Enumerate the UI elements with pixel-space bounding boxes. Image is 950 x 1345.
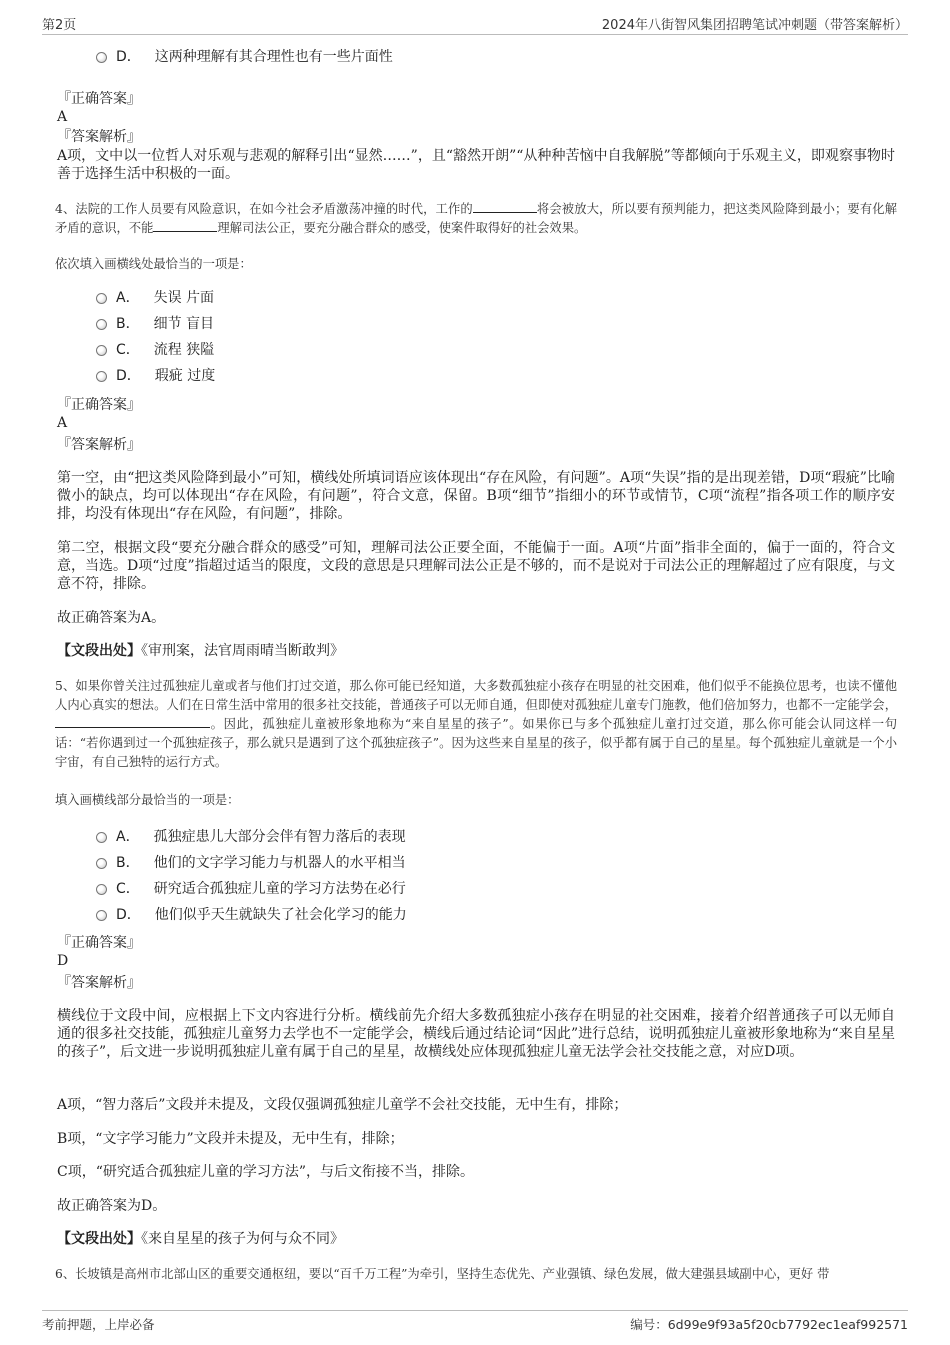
document-code: 编号：6d99e9f93a5f20cb7792ec1eaf992571 xyxy=(630,1317,908,1332)
q5-analysis-label: 『答案解析』 xyxy=(57,975,141,991)
q5-option-b[interactable]: B． 他们的文字学习能力与机器人的水平相当 xyxy=(96,852,406,874)
q4-answer: A xyxy=(57,415,68,431)
q3-analysis-label: 『答案解析』 xyxy=(57,129,141,145)
q3-analysis: A项，文中以一位哲人对乐观与悲观的解释引出“显然……”，且“豁然开朗”“从种种苦恼中自我解脱”等都倾向于乐观主义，即观察事物时善于选择生活中积极的一面。 xyxy=(57,148,895,182)
q3-answer: A xyxy=(57,109,68,125)
radio-icon[interactable] xyxy=(96,858,107,869)
radio-icon[interactable] xyxy=(96,910,107,921)
q4-source: 【文段出处】《审刑案，法官周雨晴当断敢判》 xyxy=(57,643,344,659)
radio-icon[interactable] xyxy=(96,52,107,63)
page-number: 第2页 xyxy=(42,18,77,33)
page-header xyxy=(42,14,908,35)
q4-analysis-p1: 第一空，由“把这类风险降到最小”可知，横线处所填词语应该体现出“存在风险，有问题”。A项“失误”指的是出现差错，D项“瑕疵”比喻微小的缺点，均可以体现出“存在风险，有问题”，符合文意，保留。B项“细节”指细小的环节或情节，C项“流程”指各项工作的顺序安排，均没有体现出“存在风险，有问题”，排除。 xyxy=(57,470,895,522)
blank-line xyxy=(473,200,537,213)
q3-option-d[interactable]: D． 这两种理解有其合理性也有一些片面性 xyxy=(96,46,393,68)
q4-conclusion: 故正确答案为A。 xyxy=(57,610,166,626)
q4-option-c[interactable]: C． 流程 狭隘 xyxy=(96,339,214,361)
q4-stem: 4、法院的工作人员要有风险意识，在如今社会矛盾激荡冲撞的时代，工作的 将会被放大，所以要有预判能力，把这类风险降到最小；要有化解矛盾的意识，不能 理解司法公正，要充分融合群众的感受，使案件取得好的社会效果。 xyxy=(55,202,897,235)
q4-prompt: 依次填入画横线处最恰当的一项是： xyxy=(55,257,252,271)
q4-analysis-label: 『答案解析』 xyxy=(57,437,141,453)
q5-stem: 5、如果你曾关注过孤独症儿童或者与他们打过交道，那么你可能已经知道，大多数孤独症小孩存在明显的社交困难，他们似乎不能换位思考，也读不懂他人内心真实的想法。人们在日常生活中常用的很多社交技能，普通孩子可以无师自通，但即使对孤独症儿童专门施教，他们倍加努力，也都不一定能学会，。因此，孤独症儿童被形象地称为“来自星星的孩子”。如果你已与多个孤独症儿童打过交道，那么你可能会认同这样一句话：“若你遇到过一个孤独症孩子，那么就只是遇到了这个孤独症孩子”。因为这些来自星星的孩子，似乎都有属于自己的星星。每个孤独症儿童就是一个小宇宙，有自己独特的运行方式。 xyxy=(55,679,897,769)
radio-icon[interactable] xyxy=(96,345,107,356)
page-footer xyxy=(42,1310,908,1335)
radio-icon[interactable] xyxy=(96,293,107,304)
q5-option-d[interactable]: D． 他们似乎天生就缺失了社会化学习的能力 xyxy=(96,904,407,926)
q5-analysis-c: C项，“研究适合孤独症儿童的学习方法”，与后文衔接不当，排除。 xyxy=(57,1164,475,1180)
blank-line xyxy=(55,715,210,728)
q5-analysis-a: A项，“智力落后”文段并未提及，文段仅强调孤独症儿童学不会社交技能，无中生有，排除； xyxy=(57,1097,628,1113)
radio-icon[interactable] xyxy=(96,319,107,330)
q5-prompt: 填入画横线部分最恰当的一项是： xyxy=(55,793,240,807)
q4-answer-label: 『正确答案』 xyxy=(57,397,141,413)
q4-analysis-p2: 第二空，根据文段“要充分融合群众的感受”可知，理解司法公正要全面，不能偏于一面。A项“片面”指非全面的，偏于一面的，符合文意，当选。D项“过度”指超过适当的限度，文段的意思是只理解司法公正是不够的，而不是说对于司法公正的理解超过了应有限度，与文意不符，排除。 xyxy=(57,540,895,592)
q5-analysis-b: B项，“文字学习能力”文段并未提及，无中生有，排除； xyxy=(57,1131,404,1147)
document-title: 2024年八街智风集团招聘笔试冲刺题（带答案解析） xyxy=(601,18,908,33)
blank-line xyxy=(153,219,217,232)
q5-source: 【文段出处】《来自星星的孩子为何与众不同》 xyxy=(57,1231,344,1247)
q4-option-d[interactable]: D． 瑕疵 过度 xyxy=(96,365,215,387)
q5-analysis-p1: 横线位于文段中间，应根据上下文内容进行分析。横线前先介绍大多数孤独症小孩存在明显的社交困难，接着介绍普通孩子可以无师自通的很多社交技能，孤独症儿童努力去学也不一定能学会，横线后通过结论词“因此”进行总结，说明孤独症儿童被形象地称为“来自星星的孩子”，后文进一步说明孤独症儿童有属于自己的星星，故横线处应体现孤独症儿童无法学会社交技能之意，对应D项。 xyxy=(57,1008,895,1060)
q5-answer: D xyxy=(57,953,69,969)
q6-stem: 6、长坡镇是高州市北部山区的重要交通枢纽，要以“百千万工程”为牵引，坚持生态优先、产业强镇、绿色发展，做大建强县域副中心，更好 带 xyxy=(55,1267,830,1281)
radio-icon[interactable] xyxy=(96,832,107,843)
radio-icon[interactable] xyxy=(96,884,107,895)
q5-option-c[interactable]: C． 研究适合孤独症儿童的学习方法势在必行 xyxy=(96,878,406,900)
q4-option-b[interactable]: B． 细节 盲目 xyxy=(96,313,214,335)
q5-conclusion: 故正确答案为D。 xyxy=(57,1198,167,1214)
radio-icon[interactable] xyxy=(96,371,107,382)
q5-answer-label: 『正确答案』 xyxy=(57,935,141,951)
footer-slogan: 考前押题，上岸必备 xyxy=(42,1317,155,1332)
q4-option-a[interactable]: A． 失误 片面 xyxy=(96,287,214,309)
q3-answer-label: 『正确答案』 xyxy=(57,91,141,107)
q5-option-a[interactable]: A． 孤独症患儿大部分会伴有智力落后的表现 xyxy=(96,826,406,848)
